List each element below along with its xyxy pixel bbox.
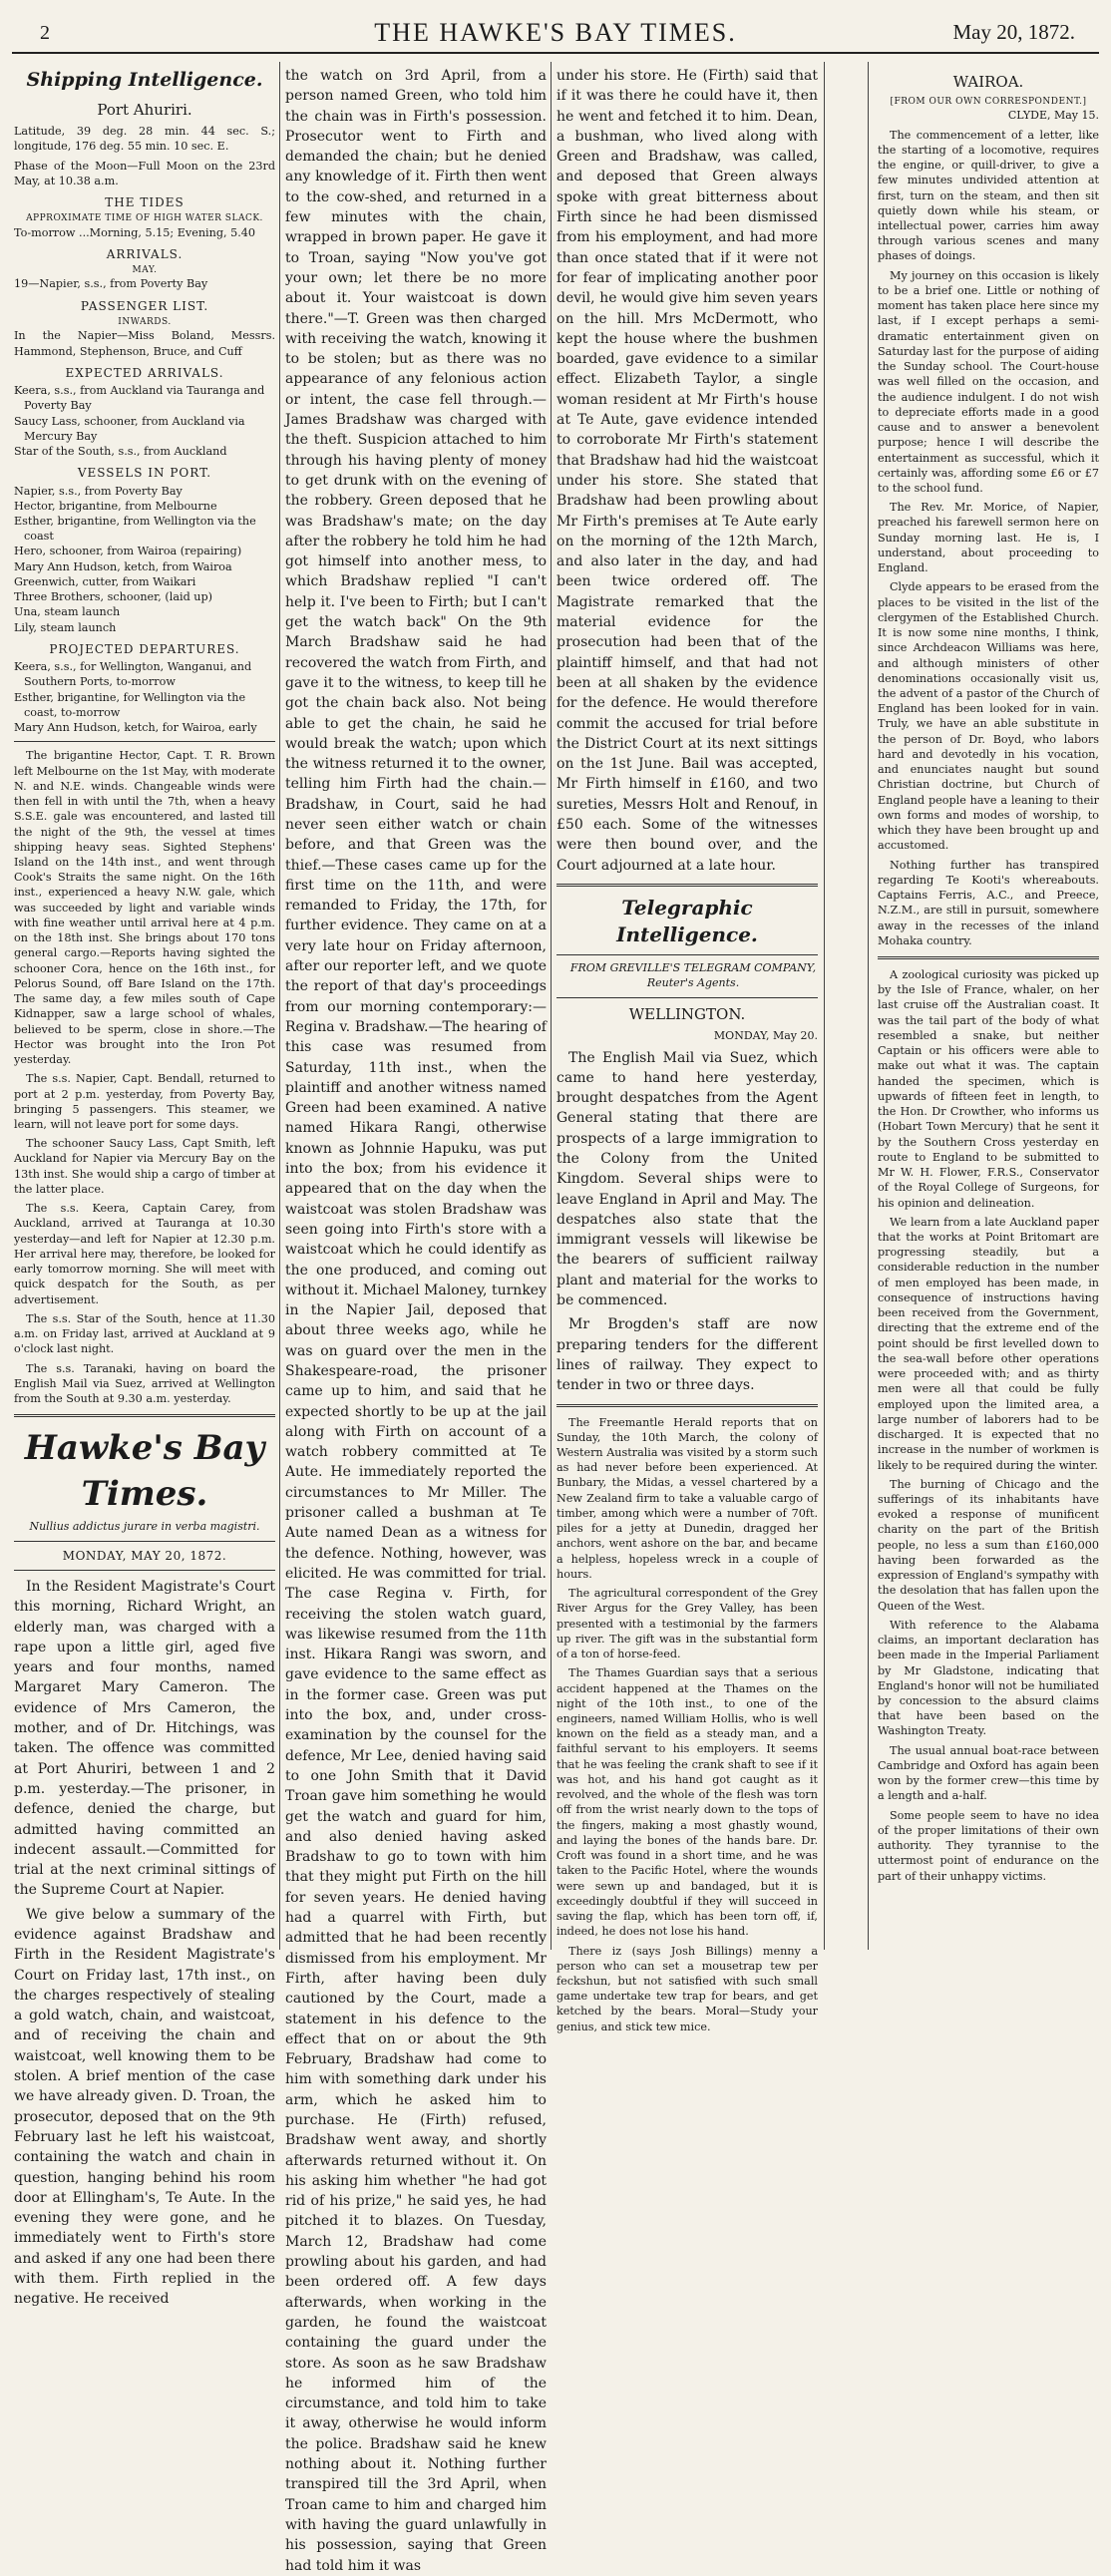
list-item: Mary Ann Hudson, ketch, for Wairoa, early [14, 721, 257, 735]
expected-heading: EXPECTED ARRIVALS. [65, 365, 224, 380]
leader-dateline: MONDAY, MAY 20, 1872. [62, 1548, 227, 1563]
list-item: Hero, schooner, from Wairoa (repairing) [14, 545, 242, 558]
inwards-label: INWARDS. [118, 317, 172, 328]
port-position: Latitude, 39 deg. 28 min. 44 sec. S.; longitude, 176 deg. 55 min. 10 sec. E. [14, 125, 275, 154]
news-paragraph: There iz (says Josh Billings) menny a person who can set a mousetrap tew per feckshun, but not satisfied with such small game undertake tew trap for bears, and get ketched by the bears. Moral—Study your genius, and stick tew mice. [556, 1944, 818, 2033]
column-divider [551, 62, 552, 1950]
news-paragraph: Some people seem to have no idea of the proper limitations of their own authority. They tyrannise to the uttermost point of endurance on the part of their unhappy victims. [878, 1808, 1099, 1883]
shipping-heading: Shipping Intelligence. [26, 69, 263, 91]
list-item: Keera, s.s., for Wellington, Wanganui, and Southern Ports, to-morrow [14, 660, 252, 689]
news-paragraph: The Thames Guardian says that a serious accident happened at the Thames on the night of the 10th inst., to one of the engineers, named William Hollis, who is well known on the field as a steady man, and a faithful servant to his employers. It seems that he was feeling the crank shaft to see if it was hot, and his hand got caught as it revolved, and the whole of the flesh was torn off from the wrist nearly down to the tops of the fingers, making a most ghastly wound, and laying the bones of the hands bare. Dr. Croft was found in a short time, and he was taken to the Pacific Hotel, where the wounds were sewn up and bandaged, but it is exceedingly doubtful if they will succeed in saving the flap, which has been torn off, if, indeed, he does not lose his hand. [556, 1666, 818, 1939]
column-court-report [285, 66, 547, 2574]
page-number: 2 [40, 22, 50, 44]
arrivals-month: MAY. [132, 265, 158, 276]
column-telegraphic [556, 66, 818, 2033]
column-wairoa [878, 66, 1099, 1950]
newspaper-title: THE HAWKE'S BAY TIMES. [374, 18, 737, 47]
moon-phase: Phase of the Moon—Full Moon on the 23rd May, at 10.38 a.m. [14, 159, 275, 187]
divider [14, 741, 275, 742]
tides-times: To-morrow ...Morning, 5.15; Evening, 5.40 [14, 225, 255, 239]
shipping-note: The brigantine Hector, Capt. T. R. Brown left Melbourne on the 1st May, with moderate N. and N.E. winds. Changeable winds were then fell in with until the 7th, when a heavy S.S.E. gale was encountered, and lasted till the night of the 9th, the vessel at times shipping heavy seas. Sighted Stephens' Island on the 14th inst., and went through Cook's Straits the same night. On the 16th inst., experienced a heavy N.W. gale, which was succeeded by light and variable winds with fine weather until arrival here at 4 p.m. on the 18th inst. She brings about 170 tons general cargo.—Reports having sighted the schooner Cora, hence on the 16th inst., for Pelorus Sound, off Bare Island on the 17th. The same day, a few miles south of Cape Kidnapper, saw a large school of whales, believed to be sperm, close in shore.—The Hector was brought into the Iron Pot yesterday. [14, 749, 275, 1067]
list-item: Star of the South, s.s., from Auckland [14, 444, 227, 458]
news-paragraph: A zoological curiosity was picked up by the Isle of France, whaler, on her last cruise off the Australian coast. It was the tail part of the body of what resembled a snake, but neither Captain or his officers were able to make out what it was. The captain handed the specimen, which is upwards of fifteen feet in length, to the Hon. Dr Crowther, who informs us (Hobart Town Mercury) that he sent it by the Southern Cross yesterday en route to England to be submitted to Mr W. H. Flower, F.R.S., Conservator of the Royal College of Surgeons, for his opinion and delineation. [878, 968, 1099, 1210]
leader-paragraph: We give below a summary of the evidence against Bradshaw and Firth in the Resident Magistrate's Court on Friday last, 17th inst., on the charges respectively of stealing a gold watch, chain, and waistcoat, and of receiving the chain and waistcoat, well knowing them to be stolen. A brief mention of the case we have already given. D. Troan, the prosecutor, deposed that on the 9th February last he left his waistcoat, containing the watch and chain in question, hanging behind his room door at Ellingham's, Te Aute. In the evening they were gone, and he immediately went to Firth's store and asked if any one had been there with them. Firth replied in the negative. He received [14, 1906, 275, 2308]
wairoa-paragraph: Nothing further has transpired regarding Te Kooti's whereabouts. Captains Ferris, A.C., and Preece, N.Z.M., are still in pursuit, somewhere away in the recesses of the inland Mohaka country. [878, 858, 1099, 947]
list-item: Esther, brigantine, from Wellington via the coast [14, 515, 256, 544]
divider [556, 997, 818, 998]
court-report-continued: under his store. He (Firth) said that if it was there he could have it, then he went and fetched it to him. Dean, a bushman, who lived along with Green and Bradshaw, was called, and deposed that Green always spoke with great bitterness about Firth since he had been dismissed from his employment, and had more than once stated that if it were not for fear of implicating another poor devil, he would give him seven years on the hill. Mrs McDermott, who kept the house where the bushmen boarded, gave evidence to a similar effect. Elizabeth Taylor, a single woman resident at Mr Firth's house at Te Aute, gave evidence intended to corroborate Mr Firth's statement that Bradshaw had hid the waistcoat under his store. She stated that Bradshaw had been prowling about Mr Firth's premises at Te Aute early on the morning of the 12th March, and also later in the day, and had been twice ordered off. The Magistrate remarked that the material evidence for the prosecution had been that of the plaintiff himself, and that had not been at all shaken by the evidence for the defence. He would therefore commit the accused for trial before the District Court at its next sittings on the 1st June. Bail was accepted, Mr Firth himself in £160, and two sureties, Messrs Holt and Renouf, in £50 each. Some of the witnesses were then bound over, and the Court adjourned at a late hour. [556, 68, 818, 874]
shipping-note: The s.s. Napier, Capt. Bendall, returned to port at 2 p.m. yesterday, from Poverty Bay, bringing 5 passengers. This steamer, we learn, will not leave port for some days. [14, 1072, 275, 1131]
court-report-text: the watch on 3rd April, from a person named Green, who told him the chain was in Firth's possession. Prosecutor went to Firth and demanded the chain; but he denied any knowledge of it. Firth then went to the cow-shed, and returned in a few minutes with the chain, wrapped in brown paper. He gave it to Troan, saying "Now you've got your own; let there be no more about it. Your waistcoat is down there."—T. Green was then charged with receiving the watch, knowing it to be stolen; but as there was no appearance of any felonious action or intent, the case fell through.—James Bradshaw was charged with the theft. Suspicion attached to him through his having plenty of money to get drunk with on the evening of the robbery. Green deposed that he was Bradshaw's mate; on the day after the robbery he told him he had got himself into another mess, to which Bradshaw replied "I can't help it. I've been to Firth; but I can't get the watch back" On the 9th March Bradshaw said he had recovered the watch from Firth, and gave it to the witness, to keep till he got the chain back also. Not being able to get the chain, he said he would break the watch; upon which the witness returned it to the owner, telling him Firth had the chain.—Bradshaw, in Court, said he had never seen either watch or chain before, and that Green was the thief.—These cases came up for the first time on the 11th, and were remanded to Friday, the 17th, for further evidence. They came on at a very late hour on Friday afternoon, after our reporter left, and we quote the report of that day's proceedings from our morning contemporary:—Regina v. Bradshaw.—The hearing of this case was resumed from Saturday, 11th inst., when the plaintiff and another witness named Green had been examined. A native named Hikara Rangi, otherwise known as Johnnie Hapuku, was put into the box; from his evidence it appeared that on the day when the waistcoat was stolen Bradshaw was seen going into Firth's store with a waistcoat which he could identify as the one produced, and coming out without it. Michael Maloney, turnkey in the Napier Jail, deposed that about three weeks ago, while he was on guard over the men in the Shakespeare-road, the prisoner came up to him, and said that he expected shortly to be up at the jail along with Firth on account of a watch robbery committed at Te Aute. He immediately reported the circumstances to Mr Miller. The prisoner called a bushman at Te Aute named Dean as a witness for the defence. Nothing, however, was elicited. He was committed for trial. The case Regina v. Firth, for receiving the stolen watch guard, was likewise resumed from the 11th inst. Hikara Rangi was sworn, and gave evidence to the same effect as in the former case. Green was put into the box, and, under cross-examination by the counsel for the defence, Mr Lee, denied having said to one John Smith that it David Troan gave him something he would get the watch and guard for him, and also denied having asked Bradshaw to go to town with him that they might put Firth on the hill for seven years. He denied having had a quarrel with Firth, but admitted that he had been recently dismissed from his employment. Mr Firth, after having been duly cautioned by the Court, made a statement in his defence to the effect that on or about the 9th February, Bradshaw had come to him with something dark under his arm, which he asked him to purchase. He (Firth) refused, Bradshaw went away, and shortly afterwards returned without it. On his asking him whether "he had got rid of his prize," he said yes, he had pitched it to blazes. On Tuesday, March 12, Bradshaw had come prowling about his garden, and had been ordered off. A few days afterwards, when working in the garden, he found the waistcoat containing the guard under the store. As soon as he saw Bradshaw he informed him of the circumstance, and told him to take it away, otherwise he would inform the police. Bradshaw said he knew nothing about it. Nothing further transpired till the 3rd April, when Troan came to him and charged him with having the guard unlawfully in his possession, saying that Green had told him it was [285, 68, 547, 2574]
passenger-list: In the Napier—Miss Boland, Messrs. Hammond, Stephenson, Bruce, and Cuff [14, 329, 275, 358]
list-item: Greenwich, cutter, from Waikari [14, 574, 196, 588]
shipping-note: The s.s. Keera, Captain Carey, from Auckland, arrived at Tauranga at 10.30 yesterday—and left for Napier at 12.30 p.m. Her arrival here may, therefore, be looked for early tomorrow morning. She will meet with quick despatch for the South, as per advertisement. [14, 1202, 275, 1306]
news-paragraph: The burning of Chicago and the sufferings of its inhabitants have evoked a response of munificent charity on the part of the British people, no less a sum than £160,000 having been forwarded as the expression of England's sympathy with the desolation that has fallen upon the Queen of the West. [878, 1477, 1099, 1613]
list-item: Esther, brigantine, for Wellington via the coast, to-morrow [14, 690, 246, 719]
wairoa-dateline: CLYDE, May 15. [1007, 108, 1099, 122]
correspondent-label: [FROM OUR OWN CORRESPONDENT.] [890, 97, 1087, 108]
news-paragraph: With reference to the Alabama claims, an important declaration has been made in the Imperial Parliament by Mr Gladstone, indicating that England's honor will not be humiliated by concession to the absurd claims that have been based on the Washington Treaty. [878, 1618, 1099, 1738]
divider [556, 884, 818, 887]
list-item: Three Brothers, schooner, (laid up) [14, 590, 213, 604]
divider [556, 1404, 818, 1407]
divider [878, 956, 1099, 959]
list-item: Lily, steam launch [14, 620, 117, 634]
departures-heading: PROJECTED DEPARTURES. [49, 641, 240, 656]
telegram-source: FROM GREVILLE'S TELEGRAM COMPANY, [569, 961, 817, 975]
paper-title: Hawke's Bay Times. [24, 1428, 265, 1515]
divider [14, 1570, 275, 1571]
shipping-note: The s.s. Star of the South, hence at 11.30 a.m. on Friday last, arrived at Auckland at 9 o'clock last night. [14, 1311, 275, 1356]
list-item: Hector, brigantine, from Melbourne [14, 499, 217, 513]
in-port-heading: VESSELS IN PORT. [77, 466, 212, 481]
news-paragraph: We learn from a late Auckland paper that the works at Point Britomart are progressing steadily, but a considerable reduction in the number of men employed has been made, in consequence of instructions having been received from the Government, directing that the extreme end of the point should be first levelled down to the sea-wall before other operations were proceeded with; and as thirty men were all that could be fully employed upon the limited area, a large number of laborers had to be discharged. It is expected that no increase in the number of workmen is likely to be required during the winter. [878, 1215, 1099, 1472]
arrivals-heading: ARRIVALS. [106, 246, 184, 261]
issue-date: May 20, 1872. [952, 20, 1075, 44]
column-shipping [14, 66, 275, 2308]
wellington-heading: WELLINGTON. [628, 1005, 746, 1024]
port-name: Port Ahuriri. [97, 100, 192, 119]
list-item: Una, steam launch [14, 605, 121, 619]
wairoa-paragraph: The Rev. Mr. Morice, of Napier, preached his farewell sermon here on Sunday morning last. He is, I understand, about proceeding to England. [878, 501, 1099, 575]
list-item: Mary Ann Hudson, ketch, from Wairoa [14, 559, 232, 573]
divider [556, 954, 818, 955]
news-paragraph: The agricultural correspondent of the Grey River Argus for the Grey Valley, has been presented with a testimonial by the farmers up river. The gift was in the substantial form of a ton of horse-feed. [556, 1587, 818, 1661]
shipping-note: The schooner Saucy Lass, Capt Smith, left Auckland for Napier via Mercury Bay on the 13th inst. She would ship a cargo of timber at the latter place. [14, 1137, 275, 1196]
telegram-paragraph: The English Mail via Suez, which came to hand here yesterday, brought despatches from the Agent General stating that there are prospects of a large immigration to the Colony from the United Kingdom. Several ships were to leave England in April and May. The despatches also state that the immigrant vessels will likewise be the bearers of sufficient railway plant and material for the works to be commenced. [556, 1049, 818, 1309]
wairoa-heading: WAIROA. [952, 73, 1024, 91]
list-item: Saucy Lass, schooner, from Auckland via Mercury Bay [14, 414, 245, 443]
paper-motto: Nullius addictus jurare in verba magistri. [29, 1519, 260, 1533]
passenger-heading: PASSENGER LIST. [80, 298, 209, 313]
divider [14, 1414, 275, 1417]
telegraphic-heading: Telegraphic Intelligence. [616, 895, 758, 947]
column-divider [279, 62, 280, 1950]
news-paragraph: The usual annual boat-race between Cambridge and Oxford has again been won by the former crew—this time by a length and a-half. [878, 1743, 1099, 1803]
list-item: Keera, s.s., from Auckland via Tauranga and Poverty Bay [14, 384, 265, 413]
telegram-agents: Reuter's Agents. [646, 976, 740, 990]
wairoa-paragraph: Clyde appears to be erased from the places to be visited in the list of the clergymen of the Established Church. It is now some nine months, I think, since Archdeacon Williams was here, and although ministers of other denominations occasionally visit us, the advent of a pastor of the Church of England has been looked for in vain. Truly, we have an able substitute in the person of Dr. Boyd, who labors hard and devotedly in his vocation, and enunciates naught but sound Christian doctrine, but Church of England people have a leaning to their own forms and modes of worship, to which they have been brought up and accustomed. [878, 580, 1099, 853]
news-paragraph: The Freemantle Herald reports that on Sunday, the 10th March, the colony of Western Australia was visited by a storm such as had never before been experienced. At Bunbary, the Midas, a vessel chartered by a New Zealand firm to take a valuable cargo of timber, among which were a number of 70ft. piles for a jetty at Dunedin, dragged her anchors, went ashore on the bar, and became a helpless, hopeless wreck in a couple of hours. [556, 1415, 818, 1581]
leader-paragraph: In the Resident Magistrate's Court this morning, Richard Wright, an elderly man, was charged with a rape upon a little girl, aged five years and four months, named Margaret Mary Cameron. The evidence of Mrs Cameron, the mother, and of Dr. Hitchings, was taken. The offence was committed at Port Ahuriri, between 1 and 2 p.m. yesterday.—The prisoner, in defence, denied the charge, but admitted having committed an indecent assault.—Committed for trial at the next criminal sittings of the Supreme Court at Napier. [14, 1578, 275, 1899]
masthead [0, 18, 1111, 48]
wairoa-paragraph: The commencement of a letter, like the starting of a locomotive, requires the engine, or quill-driver, to give a few minutes undivided attention at first, turn on the steam, and then sit quietly down while his steam, or intellectual power, carries him away through various scenes and many phases of doings. [878, 128, 1099, 263]
column-divider [868, 62, 869, 1950]
telegram-date: MONDAY, May 20. [713, 1028, 818, 1042]
tides-subheading: APPROXIMATE TIME OF HIGH WATER SLACK. [26, 213, 263, 224]
telegram-paragraph: Mr Brogden's staff are now preparing tenders for the different lines of railway. They expect to tender in two or three days. [556, 1316, 818, 1394]
shipping-note: The s.s. Taranaki, having on board the English Mail via Suez, arrived at Wellington from the South at 9.30 a.m. yesterday. [14, 1361, 275, 1405]
list-item: Napier, s.s., from Poverty Bay [14, 484, 183, 498]
masthead-rule [12, 52, 1099, 54]
tides-heading: THE TIDES [105, 195, 185, 210]
arrival-entry: 19—Napier, s.s., from Poverty Bay [14, 277, 208, 291]
wairoa-paragraph: My journey on this occasion is likely to be a brief one. Little or nothing of moment has taken place here since my last, if I except perhaps a semi-dramatic entertainment given on Saturday last for the purpose of aiding the Sunday school. The Court-house was well filled on the occasion, and the audience indulgent. I do not wish to depreciate efforts made in a good cause and to answer a benevolent purpose; hence I will describe the entertainment as successful, which it certainly was, affording some £6 or £7 to the school fund. [878, 268, 1099, 495]
divider [14, 1541, 275, 1542]
column-divider [824, 62, 825, 1950]
